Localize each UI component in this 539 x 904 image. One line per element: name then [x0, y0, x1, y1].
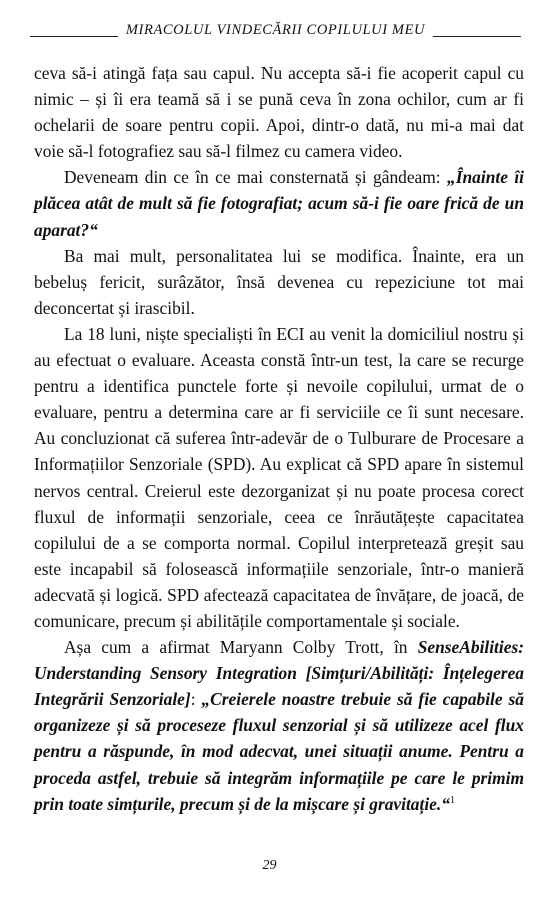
paragraph	[34, 164, 524, 242]
paragraph	[34, 321, 524, 634]
text-run: Deveneam din ce în ce mai consternată și gândeam:	[64, 167, 448, 188]
page-number: 29	[262, 858, 277, 873]
text-run: :	[190, 689, 202, 710]
header-rule-right	[433, 36, 521, 37]
book-title-citation: SenseAbilities: Understanding Sensory Integration [Simțuri/Abilități: Înțelegerea Integrării Senzoriale]	[34, 637, 524, 710]
running-header	[30, 22, 521, 39]
italic-quote: „Creierele noastre trebuie să fie capabile să organizeze și să proceseze fluxul senzorial și să utilizeze acel flux pentru a răspunde, în mod adecvat, unei situații anume. Pentru a proceda astfel, trebuie să integrăm informațiile pe care le primim prin toate simțurile, precum și de la mișcare și gravitație.“	[34, 689, 524, 814]
italic-quote: „Înainte îi plăcea atât de mult să fie fotografiat; acum să-i fie oare frică de un aparat?“	[34, 167, 524, 240]
header-rule-left	[30, 36, 118, 37]
text-run: La 18 luni, niște specialiști în ECI au venit la domiciliul nostru și au efectuat o evaluare. Aceasta constă într-un test, la care se recurge pentru a identifica punctele forte și nevoile copilului, urmat de o evaluare, pentru a determina care ar fi serviciile ce îi sunt necesare. Au concluzionat că suferea într-adevăr de o Tulburare de Procesare a Informațiilor Senzoriale (SPD). Au explicat că SPD apare în sistemul nervos central. Creierul este dezorganizat și nu poate procesa corect fluxul de informații senzoriale, ceea ce înrăutățește capacitatea copilului de a se comporta normal. Copilul interpretează greșit sau este incapabil să folosească informațiile senzoriale, într-o manieră adecvată și logică. SPD afectează capacitatea de învățare, de joacă, de comunicare, precum și abilitățile comportamentale și sociale.	[34, 323, 524, 631]
text-run: Așa cum a afirmat Maryann Colby Trott, în	[64, 637, 418, 658]
body-text	[34, 60, 524, 817]
paragraph	[34, 634, 524, 817]
paragraph	[34, 243, 524, 321]
text-run: ceva să-i atingă fața sau capul. Nu accepta să-i fie acoperit capul cu nimic – și îi era teamă să i se pună ceva în zona ochilor, cum ar fi ochelarii de soare pentru copii. Apoi, dintr-o dată, nu mi-a mai dat voie să-l fotografiez sau să-l filmez cu camera video.	[34, 63, 524, 162]
paragraph	[34, 60, 524, 164]
running-header-title: MIRACOLUL VINDECĂRII COPILULUI MEU	[125, 22, 426, 38]
text-run: Ba mai mult, personalitatea lui se modifica. Înainte, era un bebeluș fericit, surâzător, însă devenea cu repeziciune tot mai deconcertat și irascibil.	[34, 245, 524, 318]
footnote-marker: 1	[449, 794, 455, 806]
